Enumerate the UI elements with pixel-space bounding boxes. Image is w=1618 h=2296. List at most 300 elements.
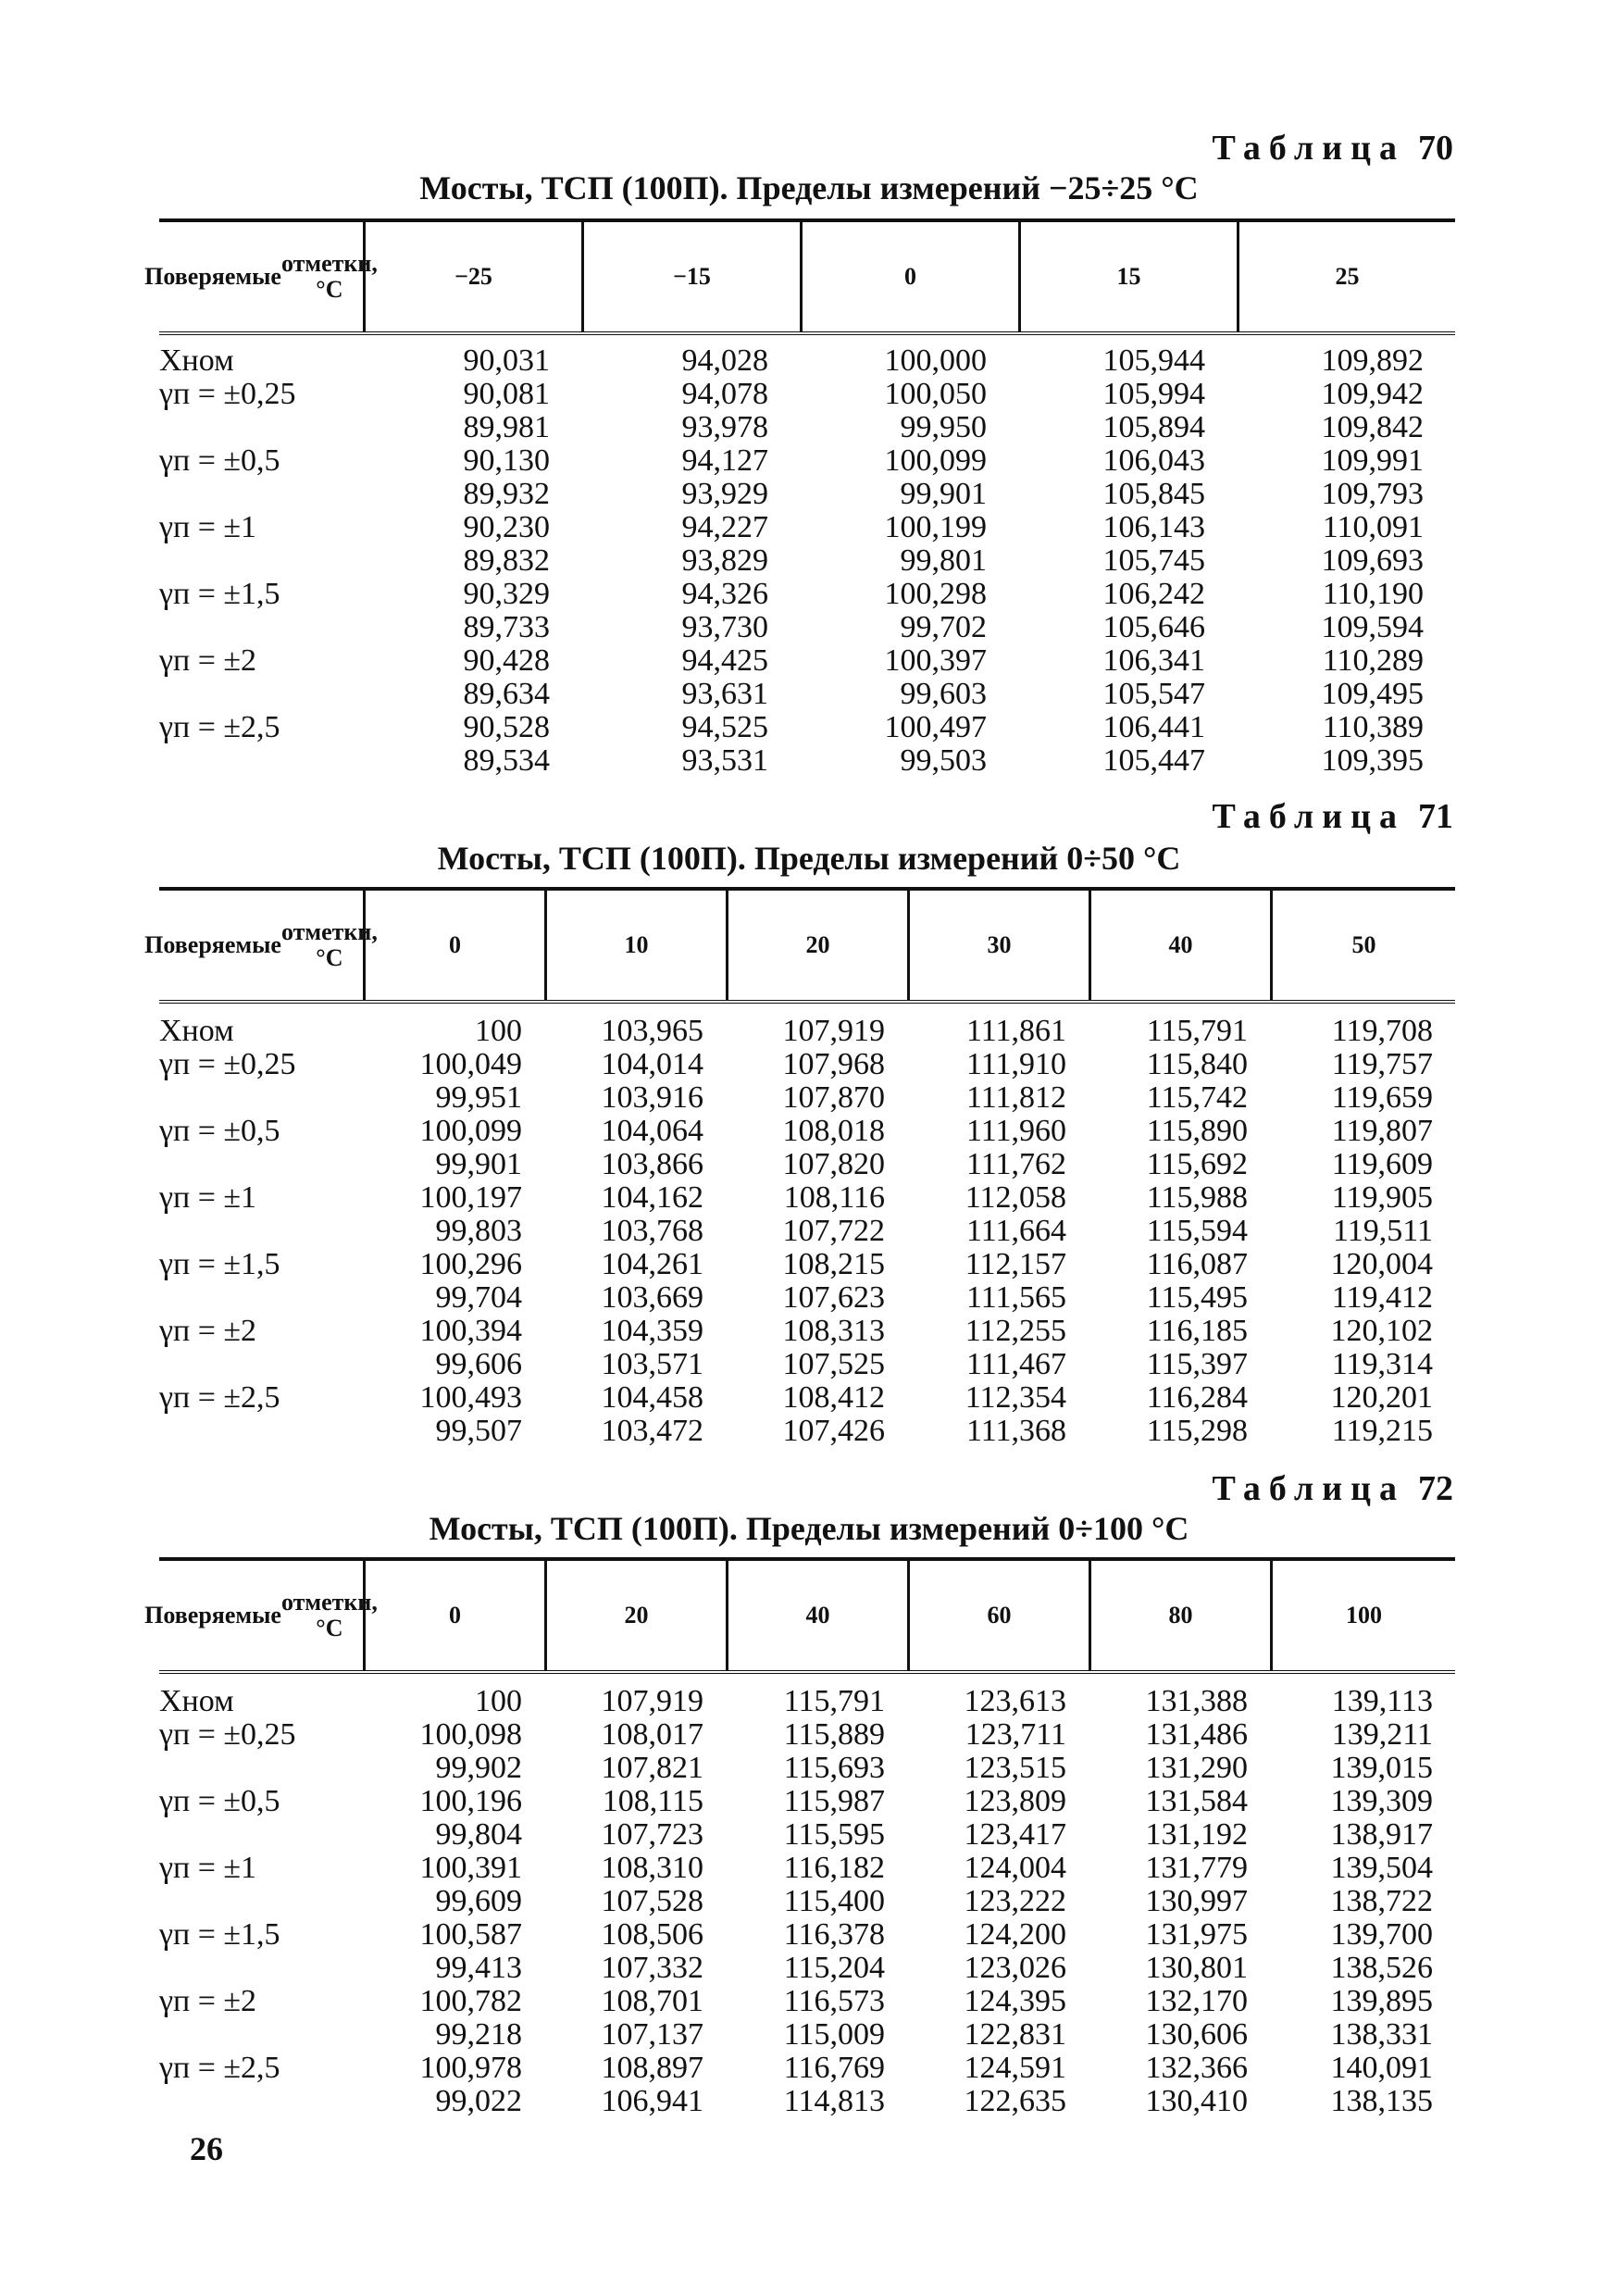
table-cell: 138,722 bbox=[1330, 1884, 1433, 1918]
table-cell: 114,813 bbox=[783, 2084, 885, 2118]
table-cell: 100,199 bbox=[884, 510, 987, 544]
table-cell: 103,472 bbox=[601, 1414, 703, 1448]
table-cell: 108,506 bbox=[601, 1917, 703, 1952]
table-cell: 99,704 bbox=[435, 1280, 522, 1315]
table-cell: 94,326 bbox=[681, 577, 768, 611]
table-cell: 99,902 bbox=[435, 1751, 522, 1785]
table-cell: 100,050 bbox=[884, 377, 987, 411]
table-cell: 115,397 bbox=[1146, 1347, 1248, 1381]
table-cell: 107,870 bbox=[782, 1080, 885, 1115]
row-label bbox=[159, 544, 363, 578]
table-cell: 108,412 bbox=[782, 1380, 885, 1415]
table-cell: 93,730 bbox=[681, 610, 768, 644]
table-cell: 106,941 bbox=[601, 2084, 703, 2118]
table-cell: 100,197 bbox=[419, 1180, 522, 1215]
table-cell: 111,960 bbox=[966, 1114, 1066, 1148]
header-cell-marks bbox=[144, 222, 378, 331]
table-cell: 89,981 bbox=[463, 410, 550, 444]
table-cell: 100,296 bbox=[419, 1247, 522, 1281]
table-cell: 112,255 bbox=[965, 1314, 1066, 1348]
table-row bbox=[159, 1718, 1455, 1752]
row-label bbox=[159, 1752, 363, 1785]
table-cell: 107,426 bbox=[782, 1414, 885, 1448]
table-cell: 131,388 bbox=[1145, 1684, 1248, 1718]
table-row bbox=[159, 1852, 1455, 1885]
table-row bbox=[159, 1115, 1455, 1148]
table-cell: 139,504 bbox=[1330, 1851, 1433, 1885]
row-label: Xном bbox=[159, 1014, 234, 1048]
table-cell: 107,919 bbox=[601, 1684, 703, 1718]
table-cell: 111,368 bbox=[966, 1414, 1066, 1448]
row-label bbox=[159, 1818, 363, 1852]
table-row bbox=[159, 1281, 1455, 1315]
table-cell: 93,631 bbox=[681, 677, 768, 711]
table-cell: 115,742 bbox=[1146, 1080, 1248, 1115]
table-cell: 120,102 bbox=[1330, 1314, 1433, 1348]
table-cell: 116,378 bbox=[783, 1917, 885, 1952]
table-cell: 103,965 bbox=[601, 1014, 703, 1048]
table-cell: 131,584 bbox=[1145, 1784, 1248, 1818]
row-label bbox=[159, 744, 363, 778]
table-cell: 107,723 bbox=[601, 1817, 703, 1852]
table-cell: 115,495 bbox=[1146, 1280, 1248, 1315]
table-cell: 124,395 bbox=[964, 1984, 1066, 2018]
table-cell: 109,693 bbox=[1321, 543, 1424, 578]
table-cell: 119,905 bbox=[1331, 1180, 1433, 1215]
table-row bbox=[159, 478, 1455, 511]
table-cell: 99,702 bbox=[900, 610, 987, 644]
table-cell: 123,809 bbox=[964, 1784, 1066, 1818]
table-71-header bbox=[144, 887, 1455, 1004]
table-row bbox=[159, 1148, 1455, 1181]
table-cell: 104,064 bbox=[601, 1114, 703, 1148]
table-72-label bbox=[1212, 1468, 1453, 1509]
row-label bbox=[159, 1415, 363, 1448]
table-row bbox=[159, 2085, 1455, 2118]
header-cell: 40 bbox=[1089, 891, 1270, 1000]
table-cell: 115,204 bbox=[783, 1951, 885, 1985]
table-cell: 112,157 bbox=[965, 1247, 1066, 1281]
header-line: Поверяемые bbox=[144, 931, 281, 958]
table-cell: 119,609 bbox=[1331, 1147, 1433, 1181]
header-line: отметки, °С bbox=[280, 1589, 378, 1641]
header-cell: 40 bbox=[726, 1561, 907, 1670]
table-row bbox=[159, 1818, 1455, 1852]
table-cell: 115,400 bbox=[783, 1884, 885, 1918]
table-cell: 138,917 bbox=[1330, 1817, 1433, 1852]
row-label bbox=[159, 411, 363, 444]
table-cell: 105,894 bbox=[1102, 410, 1205, 444]
table-cell: 111,565 bbox=[966, 1280, 1066, 1315]
table-cell: 94,127 bbox=[681, 443, 768, 478]
row-label: γп = ±0,25 bbox=[159, 377, 296, 411]
table-cell: 122,635 bbox=[964, 2084, 1066, 2118]
header-cell: 0 bbox=[363, 1561, 544, 1670]
table-cell: 107,821 bbox=[601, 1751, 703, 1785]
row-label: γп = ±2,5 bbox=[159, 1380, 280, 1415]
table-row bbox=[159, 678, 1455, 711]
table-row bbox=[159, 1885, 1455, 1918]
table-71-title: Мосты, ТСП (100П). Пределы измерений 0÷50 °С bbox=[437, 840, 1181, 877]
header-cell: 30 bbox=[907, 891, 1089, 1000]
table-cell: 108,310 bbox=[601, 1851, 703, 1885]
table-cell: 139,309 bbox=[1330, 1784, 1433, 1818]
header-cell: 25 bbox=[1237, 222, 1455, 331]
table-row bbox=[159, 1985, 1455, 2018]
table-cell: 111,467 bbox=[966, 1347, 1066, 1381]
table-cell: 107,722 bbox=[782, 1214, 885, 1248]
table-72-header bbox=[144, 1557, 1455, 1674]
table-cell: 115,009 bbox=[783, 2017, 885, 2052]
table-cell: 140,091 bbox=[1330, 2051, 1433, 2085]
table-cell: 116,182 bbox=[783, 1851, 885, 1885]
table-cell: 90,230 bbox=[463, 510, 550, 544]
table-cell: 89,534 bbox=[463, 743, 550, 778]
row-label: Xном bbox=[159, 343, 234, 378]
table-cell: 99,503 bbox=[900, 743, 987, 778]
table-row bbox=[159, 511, 1455, 544]
table-row bbox=[159, 544, 1455, 578]
table-cell: 90,428 bbox=[463, 643, 550, 678]
header-cell: −25 bbox=[363, 222, 581, 331]
table-cell: 108,115 bbox=[602, 1784, 703, 1818]
table-row bbox=[159, 1415, 1455, 1448]
row-label bbox=[159, 2085, 363, 2118]
row-label: γп = ±0,5 bbox=[159, 1784, 280, 1818]
table-row bbox=[159, 744, 1455, 778]
table-cell: 100,493 bbox=[419, 1380, 522, 1415]
table-row bbox=[159, 344, 1455, 378]
table-cell: 105,944 bbox=[1102, 343, 1205, 378]
table-cell: 100 bbox=[475, 1684, 522, 1718]
table-cell: 100,397 bbox=[884, 643, 987, 678]
table-row bbox=[159, 2052, 1455, 2085]
table-cell: 115,988 bbox=[1146, 1180, 1248, 1215]
table-cell: 130,997 bbox=[1145, 1884, 1248, 1918]
table-cell: 119,314 bbox=[1331, 1347, 1433, 1381]
table-cell: 108,116 bbox=[783, 1180, 885, 1215]
table-cell: 120,201 bbox=[1330, 1380, 1433, 1415]
table-row bbox=[159, 1685, 1455, 1718]
table-cell: 120,004 bbox=[1330, 1247, 1433, 1281]
table-row bbox=[159, 578, 1455, 611]
table-row bbox=[159, 2018, 1455, 2052]
table-cell: 116,185 bbox=[1146, 1314, 1248, 1348]
table-cell: 123,417 bbox=[964, 1817, 1066, 1852]
header-line: отметки, °С bbox=[280, 250, 378, 303]
table-cell: 100,782 bbox=[419, 1984, 522, 2018]
table-row bbox=[159, 611, 1455, 644]
table-cell: 100,587 bbox=[419, 1917, 522, 1952]
table-cell: 94,078 bbox=[681, 377, 768, 411]
table-cell: 100,098 bbox=[419, 1717, 522, 1752]
row-label: γп = ±0,25 bbox=[159, 1717, 296, 1752]
table-cell: 108,018 bbox=[782, 1114, 885, 1148]
header-cell: 60 bbox=[907, 1561, 1089, 1670]
table-cell: 93,978 bbox=[681, 410, 768, 444]
table-row bbox=[159, 1081, 1455, 1115]
table-cell: 107,137 bbox=[601, 2017, 703, 2052]
table-cell: 115,298 bbox=[1146, 1414, 1248, 1448]
table-cell: 115,890 bbox=[1146, 1114, 1248, 1148]
table-cell: 110,289 bbox=[1322, 643, 1424, 678]
table-72-body bbox=[159, 1685, 1455, 2118]
table-cell: 107,332 bbox=[601, 1951, 703, 1985]
table-cell: 116,284 bbox=[1146, 1380, 1248, 1415]
table-row bbox=[159, 1048, 1455, 1081]
table-number: 72 bbox=[1418, 1469, 1453, 1508]
table-cell: 124,004 bbox=[964, 1851, 1066, 1885]
table-cell: 105,994 bbox=[1102, 377, 1205, 411]
table-cell: 107,623 bbox=[782, 1280, 885, 1315]
table-number: 71 bbox=[1418, 797, 1453, 836]
table-cell: 106,242 bbox=[1102, 577, 1205, 611]
table-cell: 116,573 bbox=[783, 1984, 885, 2018]
table-number: 70 bbox=[1418, 129, 1453, 168]
table-cell: 138,135 bbox=[1330, 2084, 1433, 2118]
row-label bbox=[159, 1215, 363, 1248]
row-label: γп = ±1,5 bbox=[159, 1917, 280, 1952]
table-cell: 139,015 bbox=[1330, 1751, 1433, 1785]
table-cell: 90,329 bbox=[463, 577, 550, 611]
table-row bbox=[159, 1215, 1455, 1248]
table-cell: 90,081 bbox=[463, 377, 550, 411]
table-cell: 139,211 bbox=[1331, 1717, 1433, 1752]
table-cell: 99,603 bbox=[900, 677, 987, 711]
row-label bbox=[159, 1952, 363, 1985]
table-cell: 105,547 bbox=[1102, 677, 1205, 711]
table-cell: 94,227 bbox=[681, 510, 768, 544]
table-row bbox=[159, 644, 1455, 678]
table-cell: 122,831 bbox=[964, 2017, 1066, 2052]
table-cell: 106,441 bbox=[1102, 710, 1205, 744]
table-row bbox=[159, 711, 1455, 744]
table-cell: 110,389 bbox=[1322, 710, 1424, 744]
table-cell: 115,987 bbox=[783, 1784, 885, 1818]
table-cell: 119,511 bbox=[1333, 1214, 1433, 1248]
table-cell: 99,950 bbox=[900, 410, 987, 444]
header-cell: 0 bbox=[363, 891, 544, 1000]
table-cell: 107,919 bbox=[782, 1014, 885, 1048]
table-cell: 123,515 bbox=[964, 1751, 1066, 1785]
table-cell: 132,170 bbox=[1145, 1984, 1248, 2018]
table-cell: 89,932 bbox=[463, 477, 550, 511]
header-cell-marks bbox=[144, 1561, 378, 1670]
table-cell: 89,733 bbox=[463, 610, 550, 644]
table-cell: 108,215 bbox=[782, 1247, 885, 1281]
table-cell: 90,130 bbox=[463, 443, 550, 478]
table-cell: 109,942 bbox=[1321, 377, 1424, 411]
row-label bbox=[159, 678, 363, 711]
row-label: γп = ±2 bbox=[159, 1314, 257, 1348]
table-row bbox=[159, 1785, 1455, 1818]
table-cell: 131,192 bbox=[1145, 1817, 1248, 1852]
table-cell: 103,669 bbox=[601, 1280, 703, 1315]
table-cell: 138,331 bbox=[1330, 2017, 1433, 2052]
table-cell: 105,447 bbox=[1102, 743, 1205, 778]
table-cell: 100,978 bbox=[419, 2051, 522, 2085]
table-cell: 111,861 bbox=[966, 1014, 1066, 1048]
table-cell: 115,791 bbox=[1146, 1014, 1248, 1048]
table-row bbox=[159, 1918, 1455, 1952]
table-cell: 89,832 bbox=[463, 543, 550, 578]
header-cell: 15 bbox=[1018, 222, 1237, 331]
table-cell: 99,951 bbox=[435, 1080, 522, 1115]
table-cell: 123,026 bbox=[964, 1951, 1066, 1985]
table-cell: 107,968 bbox=[782, 1047, 885, 1081]
table-cell: 106,143 bbox=[1102, 510, 1205, 544]
table-cell: 119,412 bbox=[1331, 1280, 1433, 1315]
row-label bbox=[159, 1348, 363, 1381]
page-number: 26 bbox=[190, 2130, 223, 2167]
row-label: γп = ±2 bbox=[159, 643, 257, 678]
row-label bbox=[159, 1148, 363, 1181]
table-cell: 100,099 bbox=[419, 1114, 522, 1148]
table-cell: 90,528 bbox=[463, 710, 550, 744]
table-cell: 123,613 bbox=[964, 1684, 1066, 1718]
header-cell-marks bbox=[144, 891, 378, 1000]
table-cell: 99,803 bbox=[435, 1214, 522, 1248]
table-row bbox=[159, 1752, 1455, 1785]
row-label: Xном bbox=[159, 1684, 234, 1718]
table-row bbox=[159, 1952, 1455, 1985]
table-cell: 103,866 bbox=[601, 1147, 703, 1181]
header-cell: 20 bbox=[544, 1561, 726, 1670]
row-label bbox=[159, 611, 363, 644]
table-cell: 105,745 bbox=[1102, 543, 1205, 578]
table-cell: 104,359 bbox=[601, 1314, 703, 1348]
table-cell: 123,711 bbox=[965, 1717, 1066, 1752]
table-70-title: Мосты, ТСП (100П). Пределы измерений −25÷25 °С bbox=[419, 169, 1199, 206]
row-label bbox=[159, 1281, 363, 1315]
table-cell: 107,528 bbox=[601, 1884, 703, 1918]
row-label: γп = ±0,5 bbox=[159, 443, 280, 478]
table-cell: 94,525 bbox=[681, 710, 768, 744]
table-cell: 123,222 bbox=[964, 1884, 1066, 1918]
header-line: Поверяемые bbox=[144, 263, 281, 290]
table-cell: 115,594 bbox=[1146, 1214, 1248, 1248]
table-cell: 111,664 bbox=[966, 1214, 1066, 1248]
table-cell: 124,200 bbox=[964, 1917, 1066, 1952]
table-70-header bbox=[144, 218, 1455, 335]
table-cell: 109,793 bbox=[1321, 477, 1424, 511]
table-cell: 109,892 bbox=[1321, 343, 1424, 378]
table-cell: 139,895 bbox=[1330, 1984, 1433, 2018]
table-row bbox=[159, 378, 1455, 411]
row-label: γп = ±2,5 bbox=[159, 710, 280, 744]
table-row bbox=[159, 411, 1455, 444]
table-cell: 100,099 bbox=[884, 443, 987, 478]
table-cell: 99,804 bbox=[435, 1817, 522, 1852]
table-cell: 104,458 bbox=[601, 1380, 703, 1415]
table-cell: 93,829 bbox=[681, 543, 768, 578]
table-cell: 108,897 bbox=[601, 2051, 703, 2085]
table-cell: 109,495 bbox=[1321, 677, 1424, 711]
table-row bbox=[159, 1015, 1455, 1048]
table-cell: 108,313 bbox=[782, 1314, 885, 1348]
table-cell: 115,693 bbox=[783, 1751, 885, 1785]
row-label: γп = ±0,5 bbox=[159, 1114, 280, 1148]
table-72-title: Мосты, ТСП (100П). Пределы измерений 0÷100 °С bbox=[429, 1510, 1189, 1547]
row-label bbox=[159, 1885, 363, 1918]
table-cell: 100,298 bbox=[884, 577, 987, 611]
row-label: γп = ±0,25 bbox=[159, 1047, 296, 1081]
table-cell: 131,486 bbox=[1145, 1717, 1248, 1752]
table-cell: 105,845 bbox=[1102, 477, 1205, 511]
table-cell: 100,000 bbox=[884, 343, 987, 378]
table-cell: 115,889 bbox=[783, 1717, 885, 1752]
table-cell: 116,769 bbox=[783, 2051, 885, 2085]
table-cell: 119,708 bbox=[1331, 1014, 1433, 1048]
table-cell: 103,768 bbox=[601, 1214, 703, 1248]
table-cell: 131,975 bbox=[1145, 1917, 1248, 1952]
table-cell: 119,659 bbox=[1331, 1080, 1433, 1115]
table-cell: 99,901 bbox=[900, 477, 987, 511]
table-row bbox=[159, 1248, 1455, 1281]
table-cell: 99,507 bbox=[435, 1414, 522, 1448]
table-cell: 124,591 bbox=[964, 2051, 1066, 2085]
table-word: Таблица bbox=[1212, 129, 1405, 168]
table-cell: 138,526 bbox=[1330, 1951, 1433, 1985]
row-label: γп = ±1,5 bbox=[159, 577, 280, 611]
table-71-body bbox=[159, 1015, 1455, 1448]
table-cell: 100 bbox=[475, 1014, 522, 1048]
table-cell: 131,290 bbox=[1145, 1751, 1248, 1785]
header-line: отметки, °С bbox=[280, 918, 378, 971]
row-label bbox=[159, 478, 363, 511]
table-cell: 111,910 bbox=[966, 1047, 1066, 1081]
row-label: γп = ±2 bbox=[159, 1984, 257, 2018]
row-label: γп = ±1 bbox=[159, 1851, 257, 1885]
table-cell: 131,779 bbox=[1145, 1851, 1248, 1885]
table-cell: 139,113 bbox=[1331, 1684, 1433, 1718]
table-row bbox=[159, 1181, 1455, 1215]
table-cell: 109,395 bbox=[1321, 743, 1424, 778]
table-cell: 99,606 bbox=[435, 1347, 522, 1381]
table-cell: 104,162 bbox=[601, 1180, 703, 1215]
table-cell: 119,757 bbox=[1331, 1047, 1433, 1081]
table-cell: 130,801 bbox=[1145, 1951, 1248, 1985]
table-cell: 108,701 bbox=[601, 1984, 703, 2018]
table-cell: 99,022 bbox=[435, 2084, 522, 2118]
table-cell: 99,609 bbox=[435, 1884, 522, 1918]
table-cell: 99,801 bbox=[900, 543, 987, 578]
table-cell: 94,028 bbox=[681, 343, 768, 378]
header-line: Поверяемые bbox=[144, 1602, 281, 1628]
table-cell: 130,410 bbox=[1145, 2084, 1248, 2118]
table-71-label bbox=[1212, 796, 1453, 837]
table-cell: 104,014 bbox=[601, 1047, 703, 1081]
header-cell: −15 bbox=[581, 222, 800, 331]
table-cell: 107,525 bbox=[782, 1347, 885, 1381]
table-cell: 109,842 bbox=[1321, 410, 1424, 444]
table-row bbox=[159, 1348, 1455, 1381]
table-word: Таблица bbox=[1212, 1469, 1405, 1508]
table-cell: 100,497 bbox=[884, 710, 987, 744]
table-cell: 119,215 bbox=[1331, 1414, 1433, 1448]
header-cell: 100 bbox=[1270, 1561, 1455, 1670]
table-cell: 112,058 bbox=[965, 1180, 1066, 1215]
table-cell: 94,425 bbox=[681, 643, 768, 678]
table-cell: 106,341 bbox=[1102, 643, 1205, 678]
table-cell: 90,031 bbox=[463, 343, 550, 378]
table-cell: 89,634 bbox=[463, 677, 550, 711]
table-cell: 93,929 bbox=[681, 477, 768, 511]
table-cell: 115,692 bbox=[1146, 1147, 1248, 1181]
header-cell: 10 bbox=[544, 891, 726, 1000]
table-cell: 100,394 bbox=[419, 1314, 522, 1348]
table-cell: 108,017 bbox=[601, 1717, 703, 1752]
